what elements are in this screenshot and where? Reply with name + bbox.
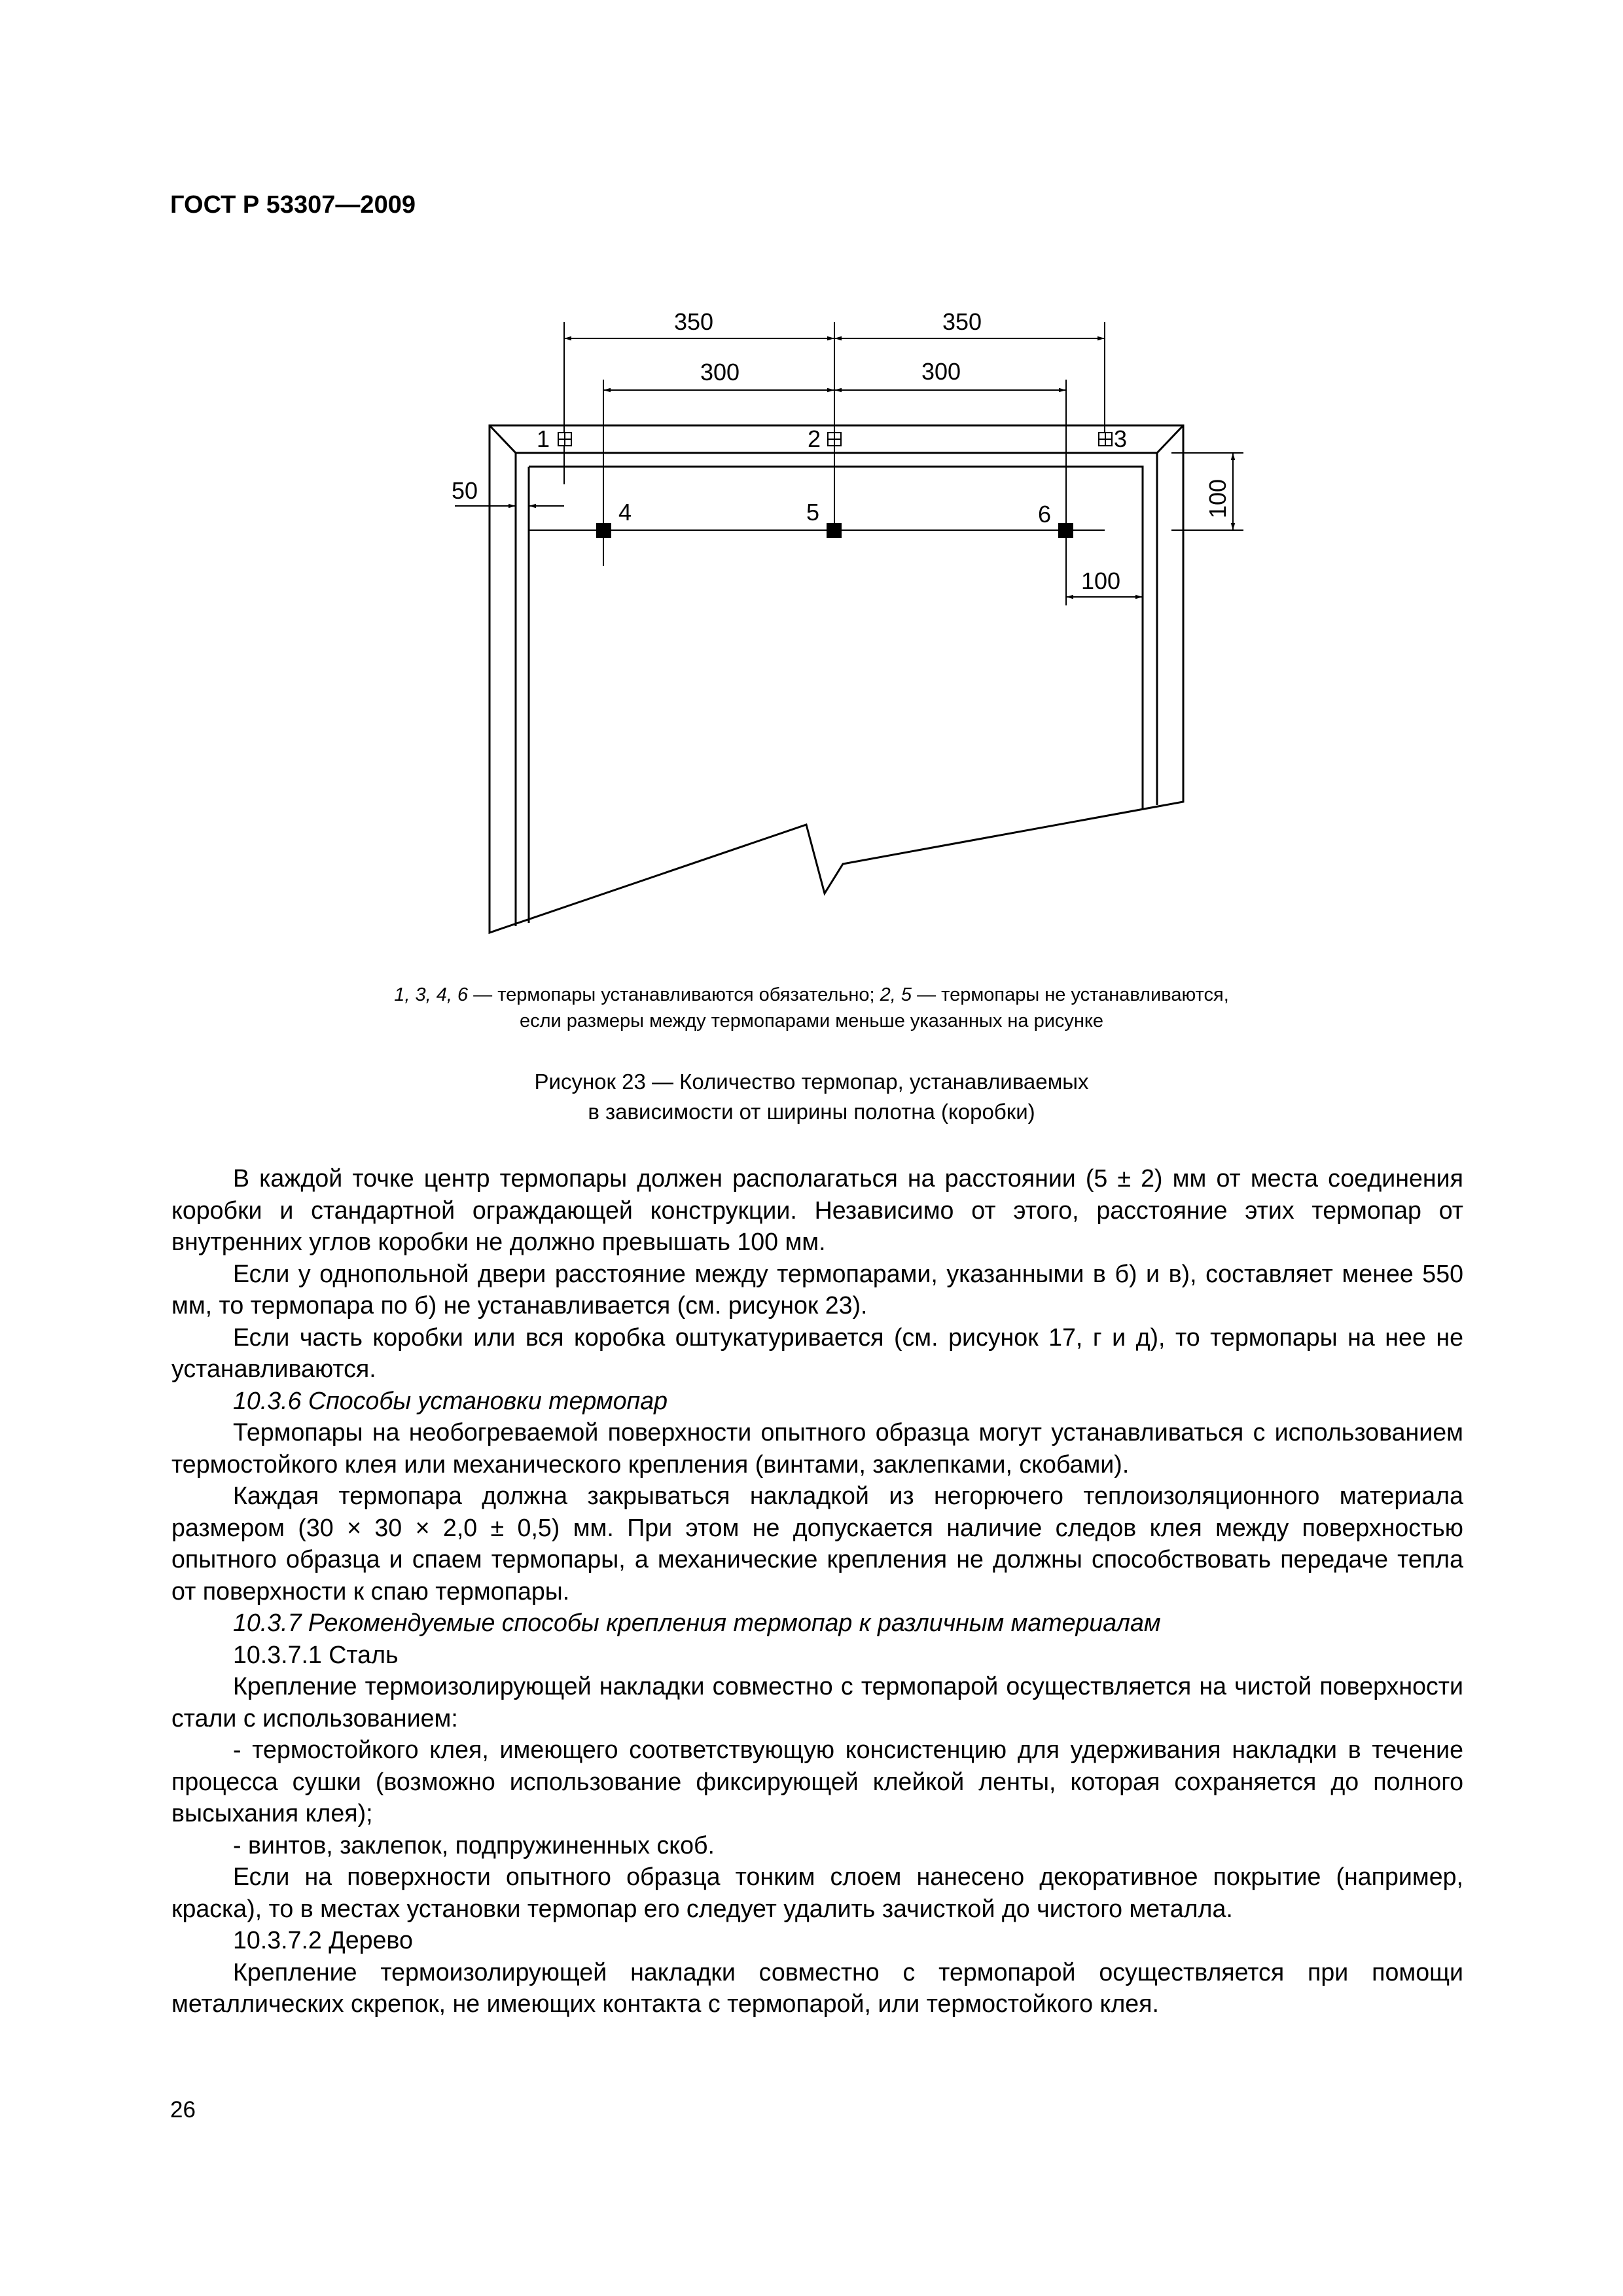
legend-mandatory-text: — термопары устанавливаются обязательно; [468,984,880,1005]
legend-mandatory-numbers: 1, 3, 4, 6 [394,984,469,1005]
dim-300-left: 300 [700,359,740,386]
point-label-1: 1 [537,425,550,452]
point-label-2: 2 [808,425,821,452]
thermocouple-5-marker [827,523,842,538]
dim-50: 50 [452,477,478,504]
legend-optional-text: — термопары не устанавливаются, [912,984,1229,1005]
point-label-6: 6 [1038,501,1052,528]
paragraph: В каждой точке центр термопары должен располагаться на расстоянии (5 ± 2) мм от места соединения коробки и стандартной ограждающей конструкции. Независимо от этого, расстояние этих термопар от внутренних углов коробки не должно превышать 100 мм. [171,1164,1463,1255]
paragraph: Термопары на необогреваемой поверхности опытного образца могут устанавливаться с использованием термостойкого клея или механического крепления (винтами, заклепками, скобами). [171,1418,1463,1478]
thermocouple-6-marker [1058,523,1073,538]
dim-350-left: 350 [674,308,714,335]
door-frame-drawing [406,288,1309,975]
caption-line-2: в зависимости от ширины полотна (коробки) [588,1100,1035,1124]
legend-optional-numbers: 2, 5 [880,984,912,1005]
legend-line-2: если размеры между термопарами меньше указанных на рисунке [519,1011,1104,1031]
dim-350-right: 350 [942,308,982,335]
figure-legend [196,982,1427,1034]
paragraph: Если часть коробки или вся коробка оштукатуривается (см. рисунок 17, г и д), то термопары на нее не устанавливаются. [171,1323,1463,1382]
caption-line-1: Рисунок 23 — Количество термопар, устанавливаемых [534,1069,1089,1094]
subsection-heading-steel: 10.3.7.1 Сталь [233,1640,399,1668]
point-label-4: 4 [618,499,632,526]
paragraph: Крепление термоизолирующей накладки совместно с термопарой осуществляется при помощи металлических скрепок, не имеющих контакта с термопарой, или термостойкого клея. [171,1958,1463,2017]
dim-100-inner: 100 [1081,567,1121,594]
list-item: - винтов, заклепок, подпружиненных скоб. [233,1831,715,1859]
section-heading-10-3-6: 10.3.6 Способы установки термопар [233,1386,668,1414]
body-text [171,1162,1463,2020]
thermocouple-4-marker [596,523,611,538]
paragraph: Если на поверхности опытного образца тонким слоем нанесено декоративное покрытие (например, краска), то в местах установки термопар его следует удалить зачисткой до чистого металла. [171,1863,1463,1922]
paragraph: Если у однопольной двери расстояние между термопарами, указанными в б) и в), составляет менее 550 мм, то термопара по б) не устанавливается (см. рисунок 23). [171,1259,1463,1319]
section-heading-10-3-7: 10.3.7 Рекомендуемые способы крепления термопар к различным материалам [233,1609,1161,1636]
document-header: ГОСТ Р 53307—2009 [170,191,416,219]
page-number: 26 [170,2097,196,2123]
list-item: - термостойкого клея, имеющего соответствующую консистенцию для удерживания накладки в течение процесса сушки (возможно использование фиксирующей клейкой ленты, которая сохраняется до полного высыхания клея); [171,1736,1463,1827]
legend-line-1 [196,982,1427,1008]
dim-100-vertical: 100 [1204,478,1231,518]
frame-middle [516,453,1157,805]
point-label-5: 5 [806,499,820,526]
subsection-heading-wood: 10.3.7.2 Дерево [233,1926,413,1954]
frame-outer [490,425,1183,933]
figure-23-diagram [406,288,1309,975]
paragraph: Каждая термопара должна закрываться накладкой из негорючего теплоизоляционного материала размером (30 × 30 × 2,0 ± 0,5) мм. При этом не допускается наличие следов клея между поверхностью опытного образца и спаем термопары, а механические крепления не должны способствовать передаче тепла от поверхности к спаю термопары. [171,1482,1463,1605]
dim-300-right: 300 [921,358,961,385]
figure-caption [196,1067,1427,1127]
point-label-3: 3 [1114,425,1128,452]
paragraph: Крепление термоизолирующей накладки совместно с термопарой осуществляется на чистой поверхности стали с использованием: [171,1672,1463,1732]
